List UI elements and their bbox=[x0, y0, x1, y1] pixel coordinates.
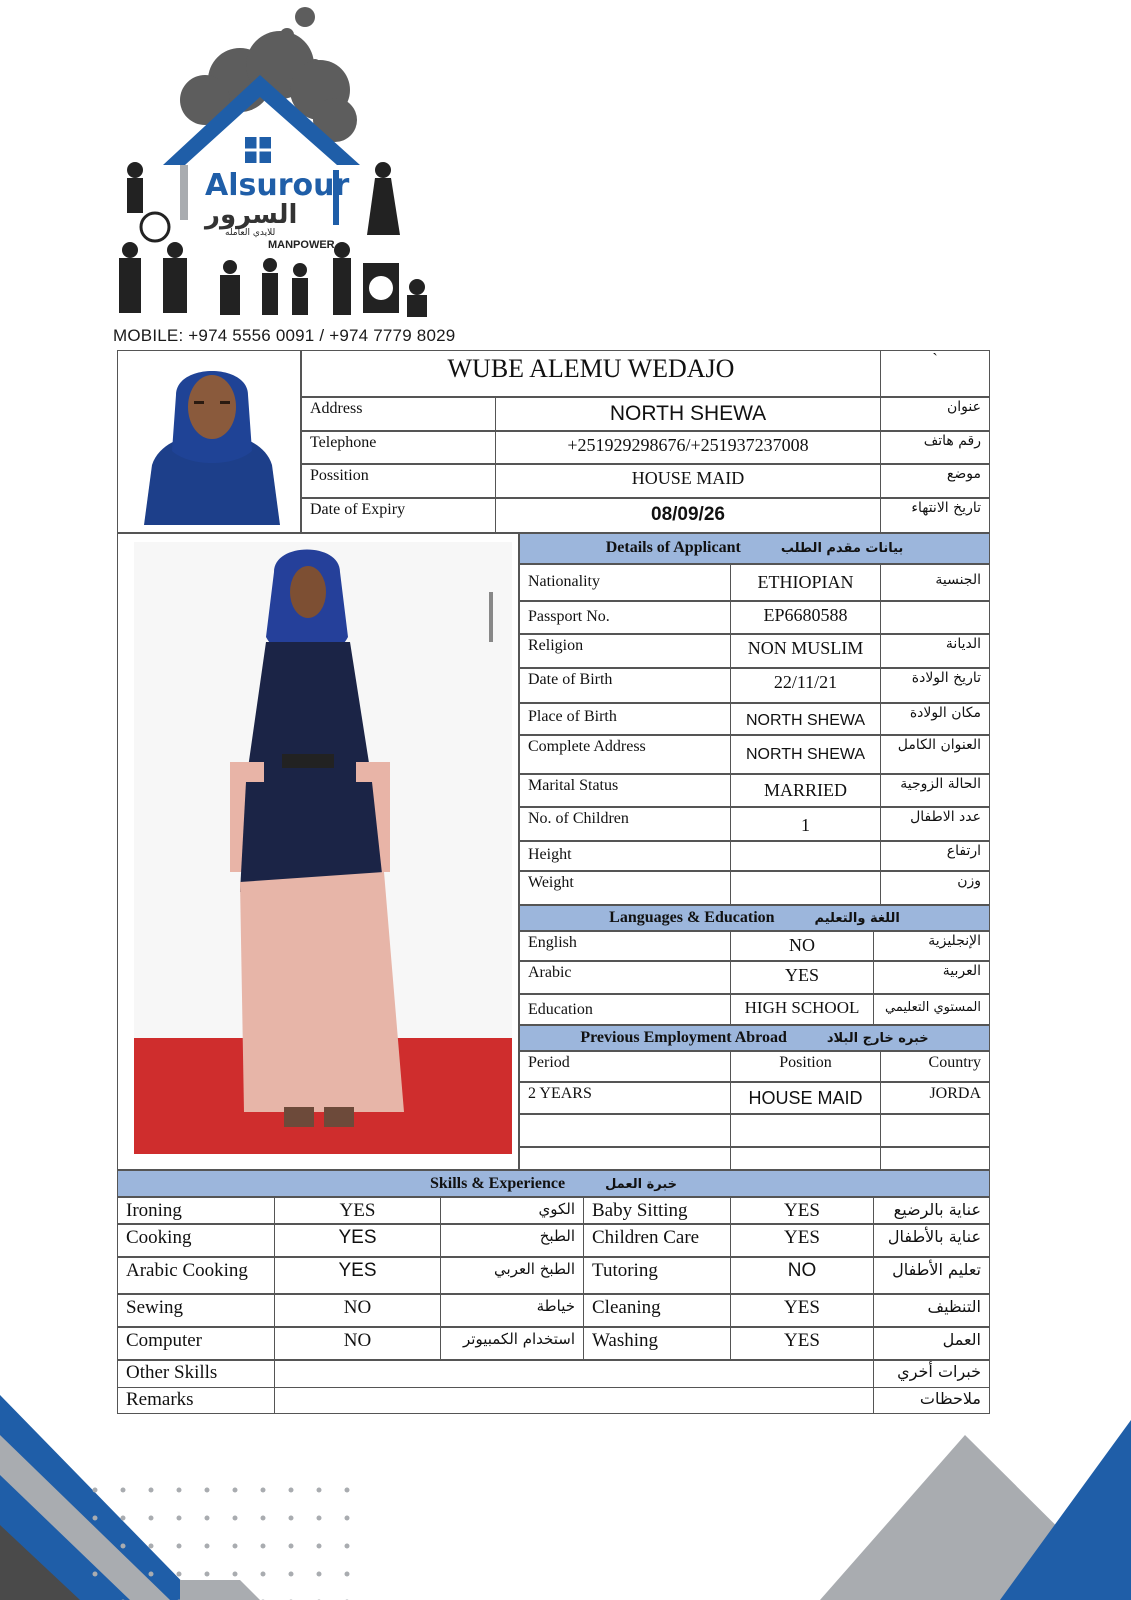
weight-ar: وزن bbox=[880, 871, 990, 905]
skills-header bbox=[117, 1170, 990, 1197]
mobile-numbers: MOBILE: +974 5556 0091 / +974 7779 8029 bbox=[113, 326, 456, 345]
footer-decoration bbox=[0, 1395, 1131, 1600]
full-body-photo bbox=[134, 542, 512, 1154]
skill-left-value: NO bbox=[274, 1294, 441, 1327]
languages-header-en: Languages & Education bbox=[609, 909, 775, 926]
logo-sub-en: MANPOWER bbox=[268, 239, 335, 251]
address-value: NORTH SHEWA bbox=[495, 397, 881, 431]
decor-dot bbox=[205, 1544, 210, 1549]
company-logo bbox=[105, 5, 435, 330]
applicant-name: WUBE ALEMU WEDAJO bbox=[301, 350, 881, 397]
employment-empty-1a bbox=[519, 1114, 731, 1147]
expiry-label: Date of Expiry bbox=[301, 498, 496, 533]
passport-value: EP6680588 bbox=[730, 601, 881, 634]
skill-left-ar: الكوي bbox=[440, 1197, 584, 1224]
decor-dot bbox=[177, 1516, 182, 1521]
skill-left-label: Sewing bbox=[117, 1294, 275, 1327]
decor-dot bbox=[149, 1516, 154, 1521]
decor-dot bbox=[177, 1488, 182, 1493]
english-label: English bbox=[519, 931, 731, 961]
skill-right-label: Cleaning bbox=[583, 1294, 731, 1327]
decor-dot bbox=[121, 1544, 126, 1549]
decor-dot bbox=[289, 1572, 294, 1577]
decor-dot bbox=[317, 1544, 322, 1549]
marital-label: Marital Status bbox=[519, 774, 731, 807]
decor-dot bbox=[93, 1516, 98, 1521]
telephone-label: Telephone bbox=[301, 431, 496, 464]
pob-label: Place of Birth bbox=[519, 703, 731, 735]
decor-dot bbox=[205, 1488, 210, 1493]
skill-left-value: YES bbox=[274, 1224, 441, 1257]
expiry-value: 08/09/26 bbox=[495, 498, 881, 533]
address-ar: عنوان bbox=[880, 397, 990, 431]
children-label: No. of Children bbox=[519, 807, 731, 841]
other-skills-ar: خبرات أخري bbox=[873, 1360, 990, 1388]
col-country: Country bbox=[880, 1051, 990, 1082]
skill-right-ar: عناية بالرضيع bbox=[873, 1197, 990, 1224]
marital-value: MARRIED bbox=[730, 774, 881, 807]
passport-label: Passport No. bbox=[519, 601, 731, 634]
religion-ar: الديانة bbox=[880, 634, 990, 668]
decor-dot bbox=[177, 1544, 182, 1549]
education-value: HIGH SCHOOL bbox=[730, 994, 874, 1025]
details-header-en: Details of Applicant bbox=[605, 539, 741, 556]
expiry-ar: تاريخ الانتهاء bbox=[880, 498, 990, 533]
english-ar: الإنجليزية bbox=[873, 931, 990, 961]
decor-dot bbox=[121, 1572, 126, 1577]
remarks-label: Remarks bbox=[117, 1387, 275, 1414]
employment-country: JORDA bbox=[880, 1082, 990, 1114]
height-label: Height bbox=[519, 841, 731, 871]
skills-header-en: Skills & Experience bbox=[429, 1175, 566, 1192]
skill-right-ar: العمل bbox=[873, 1327, 990, 1360]
decor-dot bbox=[233, 1516, 238, 1521]
employment-header-ar: خبره خارج البلاد bbox=[826, 1031, 929, 1046]
employment-empty-2a bbox=[519, 1147, 731, 1170]
complete-address-label: Complete Address bbox=[519, 735, 731, 774]
details-header bbox=[519, 533, 990, 564]
skill-right-label: Washing bbox=[583, 1327, 731, 1360]
employment-header-en: Previous Employment Abroad bbox=[580, 1029, 787, 1046]
education-label: Education bbox=[519, 994, 731, 1025]
decor-dot bbox=[121, 1488, 126, 1493]
headshot-frame bbox=[117, 350, 301, 533]
skill-right-ar: التنظيف bbox=[873, 1294, 990, 1327]
other-skills-value bbox=[274, 1360, 874, 1388]
decor-dot bbox=[233, 1572, 238, 1577]
decor-dot bbox=[177, 1572, 182, 1577]
decor-dot bbox=[345, 1516, 350, 1521]
decor-dot bbox=[261, 1516, 266, 1521]
skill-left-value: YES bbox=[274, 1257, 441, 1294]
passport-ar bbox=[880, 601, 990, 634]
skill-right-value: YES bbox=[730, 1327, 874, 1360]
full-photo-frame bbox=[117, 533, 519, 1170]
children-value: 1 bbox=[730, 807, 881, 841]
decor-dot bbox=[205, 1516, 210, 1521]
telephone-ar: رقم هاتف bbox=[880, 431, 990, 464]
employment-header bbox=[519, 1025, 990, 1051]
skill-left-ar: الطبخ العربي bbox=[440, 1257, 584, 1294]
decor-dot bbox=[205, 1572, 210, 1577]
skill-left-value: YES bbox=[274, 1197, 441, 1224]
complete-address-ar: العنوان الكامل bbox=[880, 735, 990, 774]
decor-dot bbox=[317, 1572, 322, 1577]
complete-address-value: NORTH SHEWA bbox=[730, 735, 881, 774]
decor-dot bbox=[345, 1544, 350, 1549]
decor-dot bbox=[345, 1488, 350, 1493]
remarks-ar: ملاحظات bbox=[873, 1387, 990, 1414]
skills-header-ar: خبرة العمل bbox=[605, 1177, 678, 1192]
skill-right-label: Children Care bbox=[583, 1224, 731, 1257]
logo-text-ar: السرور bbox=[205, 200, 298, 230]
decor-dot bbox=[149, 1488, 154, 1493]
languages-header bbox=[519, 905, 990, 931]
decor-dot bbox=[149, 1572, 154, 1577]
decor-dot bbox=[345, 1572, 350, 1577]
height-ar: ارتفاع bbox=[880, 841, 990, 871]
arabic-label: Arabic bbox=[519, 961, 731, 994]
skill-left-label: Ironing bbox=[117, 1197, 275, 1224]
skill-right-ar: عناية بالأطفال bbox=[873, 1224, 990, 1257]
name-tick: ` bbox=[880, 350, 990, 397]
decor-dot bbox=[149, 1544, 154, 1549]
skill-left-value: NO bbox=[274, 1327, 441, 1360]
marital-ar: الحالة الزوجية bbox=[880, 774, 990, 807]
skill-right-label: Baby Sitting bbox=[583, 1197, 731, 1224]
skill-right-value: YES bbox=[730, 1197, 874, 1224]
arabic-value: YES bbox=[730, 961, 874, 994]
col-period: Period bbox=[519, 1051, 731, 1082]
dob-value: 22/11/21 bbox=[730, 668, 881, 703]
skill-right-value: NO bbox=[730, 1257, 874, 1294]
skill-left-label: Arabic Cooking bbox=[117, 1257, 275, 1294]
nationality-ar: الجنسية bbox=[880, 564, 990, 601]
religion-label: Religion bbox=[519, 634, 731, 668]
skill-right-value: YES bbox=[730, 1294, 874, 1327]
logo-text-en: Alsurour bbox=[205, 168, 350, 203]
address-label: Address bbox=[301, 397, 496, 431]
pob-ar: مكان الولادة bbox=[880, 703, 990, 735]
decor-dot bbox=[317, 1488, 322, 1493]
col-position: Position bbox=[730, 1051, 881, 1082]
dob-label: Date of Birth bbox=[519, 668, 731, 703]
decor-dot bbox=[261, 1544, 266, 1549]
employment-position: HOUSE MAID bbox=[730, 1082, 881, 1114]
employment-empty-2b bbox=[730, 1147, 881, 1170]
religion-value: NON MUSLIM bbox=[730, 634, 881, 668]
weight-label: Weight bbox=[519, 871, 731, 905]
employment-empty-1b bbox=[730, 1114, 881, 1147]
decor-dot bbox=[289, 1488, 294, 1493]
decor-dot bbox=[261, 1488, 266, 1493]
decor-dot bbox=[93, 1488, 98, 1493]
skill-right-value: YES bbox=[730, 1224, 874, 1257]
headshot-photo bbox=[134, 355, 290, 525]
employment-period: 2 YEARS bbox=[519, 1082, 731, 1114]
pob-value: NORTH SHEWA bbox=[730, 703, 881, 735]
decor-dot bbox=[289, 1544, 294, 1549]
nationality-value: ETHIOPIAN bbox=[730, 564, 881, 601]
employment-empty-2c bbox=[880, 1147, 990, 1170]
dob-ar: تاريخ الولادة bbox=[880, 668, 990, 703]
skill-right-label: Tutoring bbox=[583, 1257, 731, 1294]
skill-left-ar: الطبخ bbox=[440, 1224, 584, 1257]
logo-sub-ar: للايدي العامله bbox=[225, 228, 276, 238]
decor-dot bbox=[317, 1516, 322, 1521]
other-skills-label: Other Skills bbox=[117, 1360, 275, 1388]
nationality-label: Nationality bbox=[519, 564, 731, 601]
decor-dot bbox=[233, 1488, 238, 1493]
skill-left-ar: استخدام الكمبيوتر bbox=[440, 1327, 584, 1360]
children-ar: عدد الاطفال bbox=[880, 807, 990, 841]
telephone-value: +251929298676/+251937237008 bbox=[495, 431, 881, 464]
skill-left-label: Computer bbox=[117, 1327, 275, 1360]
decor-dot bbox=[233, 1544, 238, 1549]
languages-header-ar: اللغة والتعليم bbox=[814, 911, 900, 926]
skill-right-ar: تعليم الأطفال bbox=[873, 1257, 990, 1294]
decor-dot bbox=[93, 1572, 98, 1577]
position-label: Possition bbox=[301, 464, 496, 498]
details-header-ar: بيانات مقدم الطلب bbox=[780, 541, 904, 556]
decor-dot bbox=[289, 1516, 294, 1521]
position-ar: موضع bbox=[880, 464, 990, 498]
decor-dot bbox=[93, 1544, 98, 1549]
height-value bbox=[730, 841, 881, 871]
decor-dot bbox=[121, 1516, 126, 1521]
education-ar: المستوي التعليمي bbox=[873, 994, 990, 1025]
arabic-ar: العربية bbox=[873, 961, 990, 994]
english-value: NO bbox=[730, 931, 874, 961]
position-value: HOUSE MAID bbox=[495, 464, 881, 498]
skill-left-ar: خياطة bbox=[440, 1294, 584, 1327]
weight-value bbox=[730, 871, 881, 905]
employment-empty-1c bbox=[880, 1114, 990, 1147]
decor-dot bbox=[261, 1572, 266, 1577]
skill-left-label: Cooking bbox=[117, 1224, 275, 1257]
